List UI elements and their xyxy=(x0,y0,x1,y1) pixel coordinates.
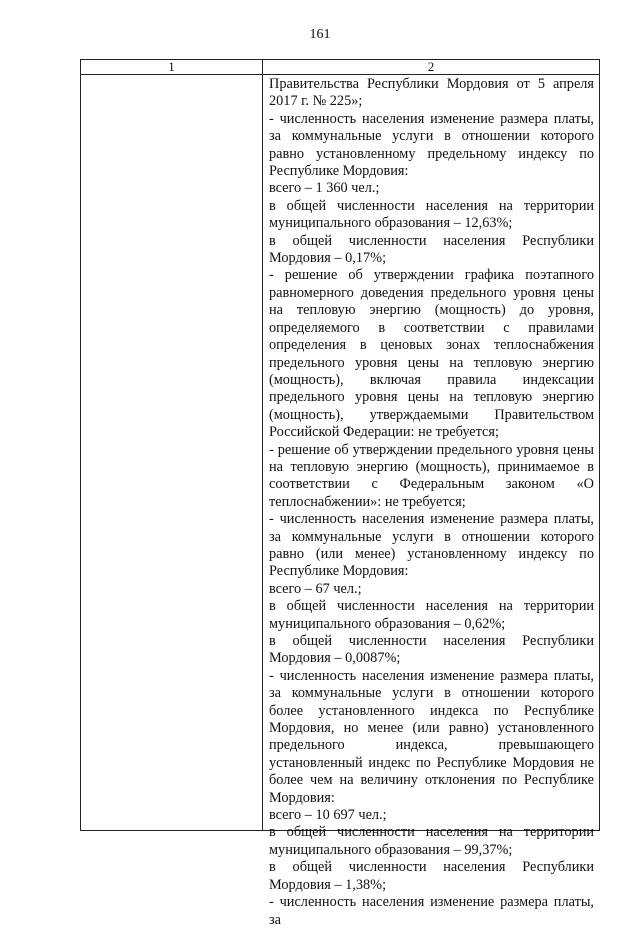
column-2-header: 2 xyxy=(427,59,435,74)
paragraph-municipal-share-1: в общей численности населения на территории муниципального образования – 12,63%; xyxy=(269,197,594,232)
paragraph-republic-share-2: в общей численности населения Республики Мордовия – 0,0087%; xyxy=(269,633,594,667)
paragraph-price-limit-decision: - решение об утверждении предельного уровня цены на тепловую энергию (мощность), принимаемое в соответствии с Федеральным законом «О теплоснабжении»: не требуется; xyxy=(269,441,594,510)
column-divider xyxy=(262,60,263,830)
paragraph-population-above-index: - численность населения изменение размера платы, за коммунальные услуги в отношении которого более установленного индекса по Республике Мордовия, но менее (или равно) установленного предельного индекса, превышающего установленный индекс по Республике Мордовия не более чем на величину отклонения по Республике Мордовия: xyxy=(269,667,594,806)
paragraph-total-67: всего – 67 чел.; xyxy=(269,580,362,597)
paragraph-municipal-share-3: в общей численности населения на территории муниципального образования – 99,37%; xyxy=(269,824,594,858)
paragraph-municipal-share-2: в общей численности населения на территории муниципального образования – 0,62%; xyxy=(269,598,594,632)
paragraph-total-10697: всего – 10 697 чел.; xyxy=(269,807,387,824)
paragraph-schedule-decision: - решение об утверждении графика поэтапного равномерного доведения предельного уровня цены на тепловую энергию (мощность) до уровня, определяемого в соответствии с правилами определения в ценовых зонах теплоснабжения предельного уровня цены на тепловую энергию (мощность), включая правила индексации предельного уровня цены на тепловую энергию (мощность), утверждаемыми Правительством Российской Федерации: не требуется; xyxy=(269,267,594,441)
page-number: 161 xyxy=(309,27,331,42)
document-table xyxy=(80,59,600,928)
paragraph-resolution-ref: Правительства Республики Мордовия от 5 апреля 2017 г. № 225»; xyxy=(269,76,594,110)
paragraph-total-1360: всего – 1 360 чел.; xyxy=(269,180,380,197)
table-header-row xyxy=(81,60,599,75)
column-2-content xyxy=(269,76,594,929)
column-1-header: 1 xyxy=(168,59,175,74)
paragraph-republic-share-3: в общей численности населения Республики Мордовия – 1,38%; xyxy=(269,859,594,893)
paragraph-population-equal-or-less: - численность населения изменение размера платы, за коммунальные услуги в отношении которого равно (или менее) установленному индексу по Республике Мордовия: xyxy=(269,511,594,580)
paragraph-population-equal-limit: - численность населения изменение размера платы, за коммунальные услуги в отношении которого равно установленному предельному индексу по Республике Мордовия: xyxy=(269,110,594,180)
paragraph-population-continued: - численность населения изменение размера платы, за xyxy=(269,894,594,928)
paragraph-republic-share-1: в общей численности населения Республики Мордовия – 0,17%; xyxy=(269,232,594,267)
